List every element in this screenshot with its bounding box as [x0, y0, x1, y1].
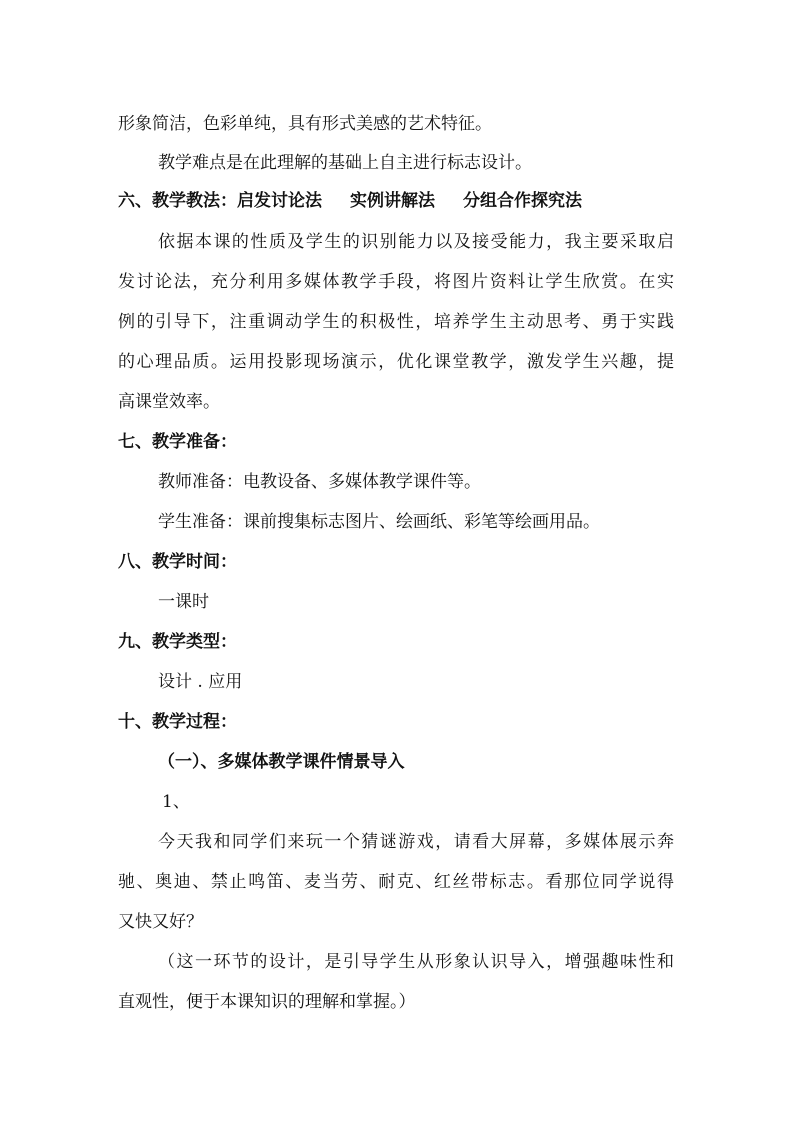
section-heading-preparation: 七、教学准备： [118, 432, 237, 452]
heading-methods-part3: 分组合作探究法 [463, 191, 582, 211]
paragraph-line: （这一环节的设计，是引导学生从形象认识导入，增强趣味性和 [158, 952, 674, 972]
paragraph-line: 依据本课的性质及学生的识别能力以及接受能力，我主要采取启 [158, 232, 674, 252]
section-heading-time: 八、教学时间： [118, 552, 237, 572]
paragraph-line: 的心理品质。运用投影现场演示，优化课堂教学，激发学生兴趣，提 [118, 352, 674, 372]
student-preparation-text: 学生准备：课前搜集标志图片、绘画纸、彩笔等绘画用品。 [158, 512, 600, 532]
heading-methods-part2: 实例讲解法 [350, 191, 435, 211]
teacher-preparation-text: 教师准备：电教设备、多媒体教学课件等。 [158, 472, 481, 492]
teaching-type-text: 设计 . 应用 [158, 672, 243, 692]
paragraph-line: 例的引导下，注重调动学生的积极性，培养学生主动思考、勇于实践 [118, 312, 674, 332]
paragraph-line: 驰、奥迪、禁止鸣笛、麦当劳、耐克、红丝带标志。看那位同学说得 [118, 872, 674, 892]
teaching-difficulty-text: 教学难点是在此理解的基础上自主进行标志设计。 [158, 153, 532, 173]
paragraph-line: 直观性，便于本课知识的理解和掌握。） [118, 992, 416, 1012]
paragraph-line: 今天我和同学们来玩一个猜谜游戏，请看大屏幕，多媒体展示奔 [158, 832, 674, 852]
section-heading-type: 九、教学类型： [118, 632, 237, 652]
paragraph-line: 发讨论法，充分利用多媒体教学手段，将图片资料让学生欣赏。在实 [118, 272, 674, 292]
section-heading-process: 十、教学过程： [118, 712, 237, 732]
subsection-heading-intro: （一）、多媒体教学课件情景导入 [158, 752, 405, 772]
teaching-time-text: 一课时 [158, 592, 209, 612]
list-number: 1、 [162, 792, 190, 812]
paragraph-line: 形象简洁，色彩单纯，具有形式美感的艺术特征。 [118, 114, 492, 134]
paragraph-line: 高课堂效率。 [118, 392, 220, 412]
section-heading-methods [118, 189, 582, 213]
heading-methods-part1: 六、教学教法：启发讨论法 [118, 191, 322, 211]
paragraph-line: 又快又好？ [118, 912, 203, 932]
